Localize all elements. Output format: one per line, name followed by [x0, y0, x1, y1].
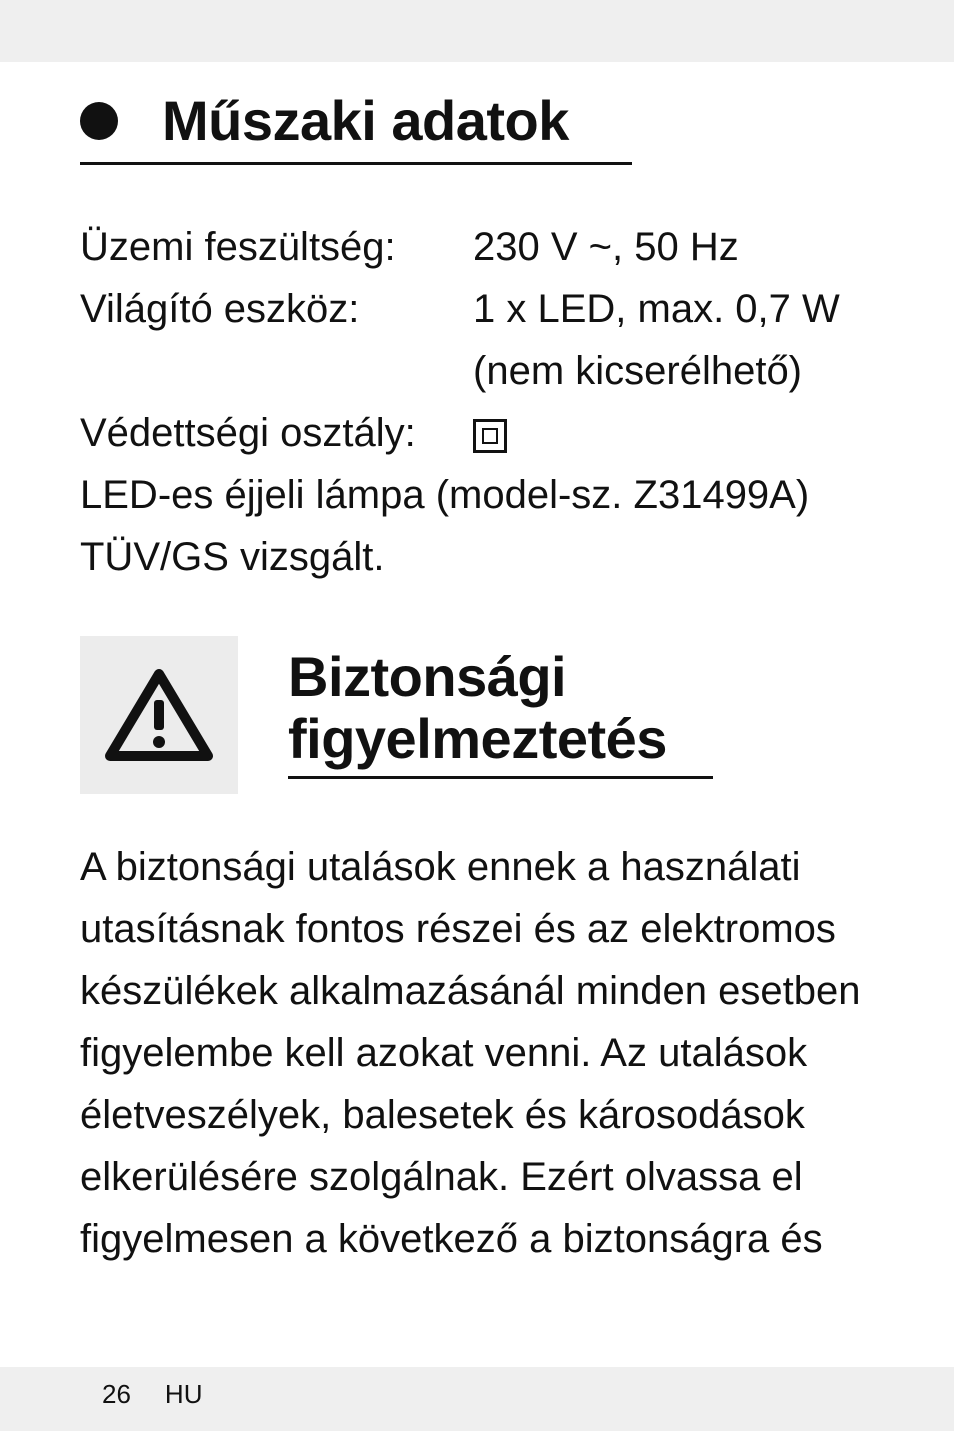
- warning-triangle-icon: [102, 666, 216, 764]
- paragraph-line: figyelmesen a következő a biztonságra és: [80, 1217, 823, 1261]
- spec-value-lamp-note: (nem kicserélhető): [473, 349, 803, 393]
- heading-text: Műszaki adatok: [162, 89, 569, 152]
- section-heading-technical: [80, 86, 632, 165]
- page-footer: [102, 1377, 202, 1411]
- top-band: [0, 0, 954, 62]
- heading-line-2: figyelmeztetés: [288, 707, 667, 770]
- language-code: HU: [164, 1379, 203, 1409]
- paragraph-line: utasításnak fontos részei és az elektromos: [80, 907, 836, 951]
- spec-value-lamp: 1 x LED, max. 0,7 W: [473, 287, 840, 331]
- heading-line-1: Biztonsági: [288, 645, 567, 708]
- section-heading-safety: [288, 646, 713, 779]
- page-number: 26: [102, 1379, 131, 1409]
- paragraph-line: életveszélyek, balesetek és károsodások: [80, 1093, 805, 1137]
- tested-line: TÜV/GS vizsgált.: [80, 535, 385, 579]
- protection-class-ii-icon: [473, 419, 507, 453]
- paragraph-line: figyelembe kell azokat venni. Az utalások: [80, 1031, 808, 1075]
- model-line: LED-es éjjeli lámpa (model-sz. Z31499A): [80, 473, 810, 517]
- paragraph-line: elkerülésére szolgálnak. Ezért olvassa el: [80, 1155, 803, 1199]
- paragraph-line: készülékek alkalmazásánál minden esetben: [80, 969, 861, 1013]
- safety-paragraph: [80, 836, 880, 1270]
- spec-label-lamp: Világító eszköz:: [80, 287, 360, 331]
- spec-value-voltage: 230 V ~, 50 Hz: [473, 225, 739, 269]
- paragraph-line: A biztonsági utalások ennek a használati: [80, 845, 801, 889]
- spec-label-protection: Védettségi osztály:: [80, 411, 416, 455]
- bullet-icon: [80, 102, 118, 140]
- warning-box: [80, 636, 238, 794]
- spec-label-voltage: Üzemi feszültség:: [80, 225, 396, 269]
